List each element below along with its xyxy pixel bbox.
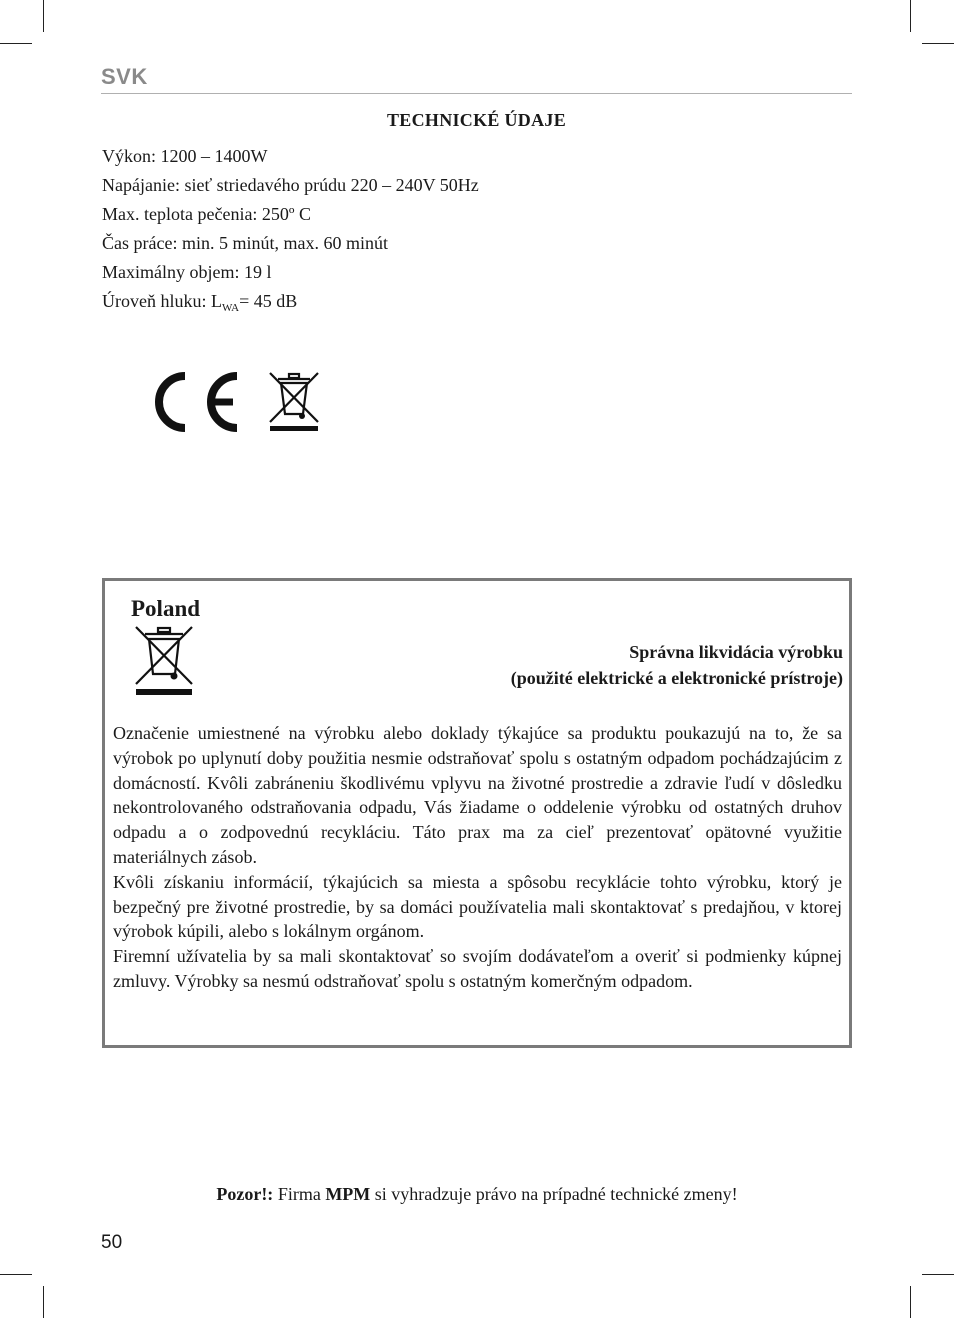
- crop-mark: [922, 1274, 954, 1275]
- disposal-paragraph: Kvôli získaniu informácií, týkajúcich sa miesta a spôsobu recyklácie tohto výrobku, ktorý je bezpečný pre životné prostredie, by sa domáci používatelia mali skontaktovať s predajňou, v ktorej výrobok kúpili, alebo s lokálnym orgánom.: [113, 871, 842, 942]
- notice-label: Pozor!:: [216, 1184, 274, 1204]
- notice-text: Firma: [273, 1184, 326, 1204]
- ce-mark-icon: [153, 371, 241, 433]
- crossed-out-wheelie-bin-icon: [134, 624, 194, 696]
- crop-mark: [43, 0, 44, 32]
- crop-mark: [910, 0, 911, 32]
- disposal-country: Poland: [131, 596, 201, 621]
- notice-text: si vyhradzuje právo na prípadné technické zmeny!: [370, 1184, 738, 1204]
- notice-brand: MPM: [325, 1184, 371, 1204]
- language-code: SVK: [101, 64, 148, 89]
- disposal-heading-line2: (použité elektrické a elektronické prístroje): [510, 668, 843, 688]
- crop-mark: [910, 1286, 911, 1318]
- disposal-paragraph: Označenie umiestnené na výrobku alebo doklady týkajúce sa produktu poukazujú na to, že sa výrobok po uplynutí doby použitia nesmie odstraňovať spolu s ostatným odpadom pochádzajúcim z domácností. Kvôli zabráneniu škodlivému vplyvu na životné prostredie a zdravie ľudí v dôsledku nekontrolovaného odstraňovania odpadu, Vás žiadame o oddelenie výrobku od ostatných druhov odpadu a o zodpovednú recykláciu. Táto prax ma za cieľ prezentovať opätovné využitie materiálnych zásob.: [113, 723, 842, 867]
- crop-mark: [43, 1286, 44, 1318]
- spec-noise-prefix: Úroveň hluku: L: [102, 291, 222, 311]
- crossed-out-wheelie-bin-icon: [268, 370, 320, 432]
- spec-power: Výkon: 1200 – 1400W: [102, 146, 268, 166]
- spec-noise-subscript: WA: [221, 302, 240, 314]
- disposal-heading-line1: Správna likvidácia výrobku: [629, 642, 843, 662]
- technical-changes-notice: [0, 1184, 954, 1205]
- page-number: 50: [101, 1232, 123, 1253]
- specs-list: [102, 142, 479, 323]
- disposal-heading: [511, 639, 843, 691]
- spec-max-temp: Max. teplota pečenia: 250º C: [102, 204, 312, 224]
- spec-work-time: Čas práce: min. 5 minút, max. 60 minút: [102, 233, 388, 253]
- header-divider: [101, 93, 852, 94]
- disposal-info-box: [102, 578, 852, 1048]
- crop-mark: [0, 43, 32, 44]
- spec-supply: Napájanie: sieť striedavého prúdu 220 – 240V 50Hz: [102, 175, 479, 195]
- spec-noise: [102, 287, 479, 323]
- specs-title: TECHNICKÉ ÚDAJE: [386, 110, 567, 130]
- crop-mark: [922, 43, 954, 44]
- disposal-paragraph: Firemní užívatelia by sa mali skontaktovať so svojím dodávateľom a overiť si podmienky kúpnej zmluvy. Výrobky sa nesmú odstraňovať spolu s ostatným komerčným odpadom.: [113, 946, 842, 991]
- crop-mark: [0, 1274, 32, 1275]
- spec-noise-value: = 45 dB: [239, 291, 298, 311]
- spec-max-volume: Maximálny objem: 19 l: [102, 262, 272, 282]
- disposal-body: [113, 721, 842, 994]
